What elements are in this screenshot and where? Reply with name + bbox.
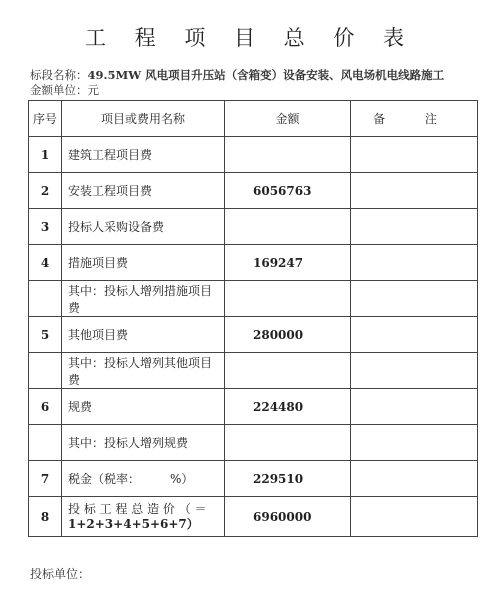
row-name: 其中：投标人增列措施项目费 (62, 281, 225, 317)
table-row (29, 245, 478, 281)
row-seq: 5 (29, 317, 62, 353)
section-name-value: 49.5MW 风电项目升压站（含箱变）设备安装、风电场机电线路施工 (87, 68, 445, 82)
row-amount: 280000 (225, 317, 351, 353)
row-name-line1: 投 标 工 程 总 造 价 （ ＝ (68, 501, 207, 516)
section-name-label: 标段名称： (30, 68, 88, 82)
row-amount: 229510 (225, 461, 351, 497)
row-amount (225, 137, 351, 173)
row-amount (225, 425, 351, 461)
row-remark (351, 209, 478, 245)
row-name (62, 497, 225, 537)
row-seq: 1 (29, 137, 62, 173)
row-seq (29, 425, 62, 461)
section-name-line (30, 67, 444, 83)
bidder-label: 投标单位： (30, 567, 91, 581)
row-remark (351, 137, 478, 173)
table-row (29, 425, 478, 461)
row-name-line2: 1+2+3+4+5+6+7） (68, 516, 199, 531)
row-amount: 6960000 (225, 497, 351, 537)
table-row (29, 137, 478, 173)
table-row (29, 353, 478, 389)
page-title: 工 程 项 目 总 价 表 (84, 26, 416, 50)
row-amount (225, 281, 351, 317)
row-name: 建筑工程项目费 (62, 137, 225, 173)
table-header-row (29, 101, 478, 137)
row-name: 其他项目费 (62, 317, 225, 353)
table-row (29, 209, 478, 245)
table-row (29, 173, 478, 209)
row-name: 投标人采购设备费 (62, 209, 225, 245)
table-row (29, 461, 478, 497)
row-seq: 3 (29, 209, 62, 245)
row-name: 安装工程项目费 (62, 173, 225, 209)
row-remark (351, 461, 478, 497)
row-remark (351, 317, 478, 353)
table-row (29, 389, 478, 425)
price-summary-table (28, 100, 478, 537)
row-seq: 6 (29, 389, 62, 425)
row-seq: 4 (29, 245, 62, 281)
row-name: 规费 (62, 389, 225, 425)
row-remark (351, 389, 478, 425)
row-remark (351, 497, 478, 537)
row-remark (351, 425, 478, 461)
row-amount: 169247 (225, 245, 351, 281)
row-seq: 7 (29, 461, 62, 497)
row-amount: 6056763 (225, 173, 351, 209)
row-seq: 8 (29, 497, 62, 537)
row-name: 税金（税率： %） (62, 461, 225, 497)
header-amount: 金额 (225, 101, 351, 137)
row-seq (29, 353, 62, 389)
table-row (29, 281, 478, 317)
row-amount (225, 209, 351, 245)
table-row (29, 497, 478, 537)
row-name: 其中：投标人增列其他项目费 (62, 353, 225, 389)
row-remark (351, 353, 478, 389)
row-amount (225, 353, 351, 389)
amount-unit: 金额单位：元 (30, 83, 99, 97)
header-item: 项目或费用名称 (62, 101, 225, 137)
row-remark (351, 245, 478, 281)
row-amount: 224480 (225, 389, 351, 425)
row-name: 措施项目费 (62, 245, 225, 281)
row-remark (351, 281, 478, 317)
row-name: 其中：投标人增列规费 (62, 425, 225, 461)
header-remark: 备 注 (351, 101, 478, 137)
row-seq: 2 (29, 173, 62, 209)
row-remark (351, 173, 478, 209)
header-seq: 序号 (29, 101, 62, 137)
row-seq (29, 281, 62, 317)
table-row (29, 317, 478, 353)
